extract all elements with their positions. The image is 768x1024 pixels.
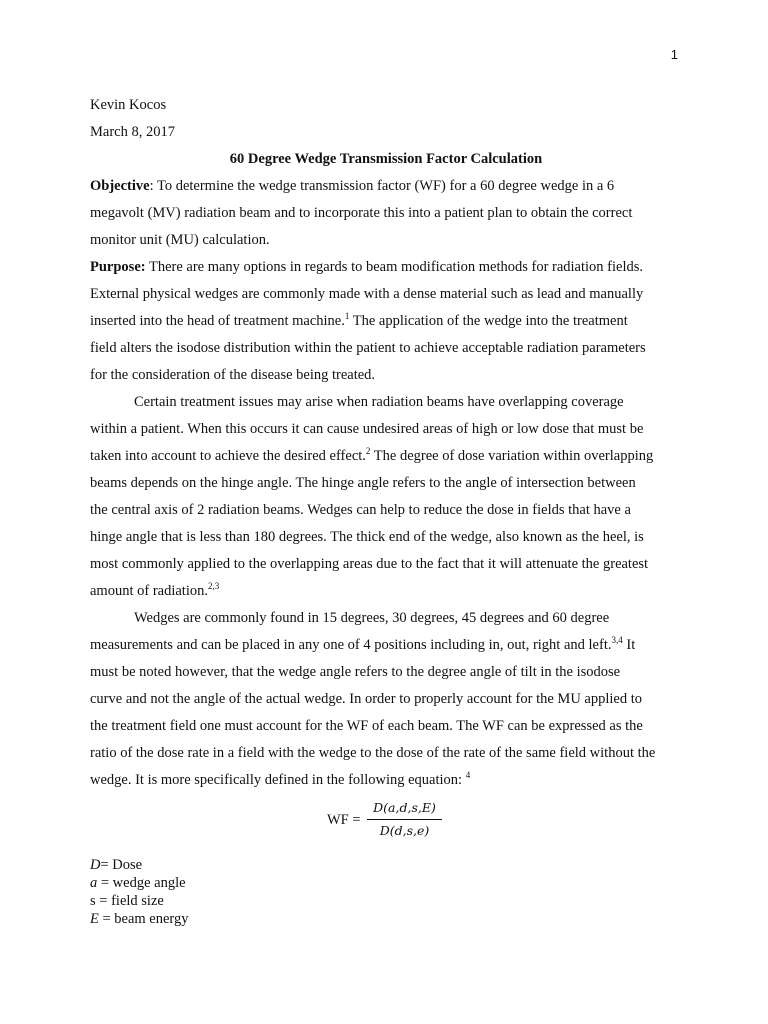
citation-ref: 3,4 xyxy=(611,635,623,645)
objective-paragraph xyxy=(90,173,682,254)
citation-ref: 2 xyxy=(365,446,371,456)
paragraph-line: hinge angle that is less than 180 degrees. The thick end of the wedge, also known as the heel, is xyxy=(90,529,644,545)
objective-text: : To determine the wedge transmission factor (WF) for a 60 degree wedge in a 6 xyxy=(149,178,615,194)
definition-symbol: a xyxy=(90,875,98,891)
citation-ref: 1 xyxy=(344,311,350,321)
purpose-paragraph xyxy=(90,254,682,389)
document-page xyxy=(90,92,682,928)
equation-numerator: D(a,d,s,E) xyxy=(373,800,436,815)
equation-lhs: WF = xyxy=(327,812,361,828)
paragraph-line: beams depends on the hinge angle. The hinge angle refers to the angle of intersection between xyxy=(90,475,636,491)
definition-text: = field size xyxy=(95,893,164,909)
definition-text: = Dose xyxy=(100,857,143,873)
objective-line: monitor unit (MU) calculation. xyxy=(90,232,270,248)
body-paragraph xyxy=(90,389,682,605)
purpose-line: for the consideration of the disease being treated. xyxy=(90,367,376,383)
definition-item xyxy=(90,910,682,928)
definition-item xyxy=(90,892,682,910)
paragraph-text: taken into account to achieve the desired effect. xyxy=(90,448,366,464)
variable-definitions xyxy=(90,856,682,928)
wf-equation xyxy=(90,798,682,844)
purpose-text: inserted into the head of treatment machine. xyxy=(90,313,345,329)
paragraph-text: amount of radiation. xyxy=(90,583,208,599)
objective-label: Objective xyxy=(90,178,150,194)
paragraph-line: most commonly applied to the overlapping areas due to the fact that it will attenuate the greatest xyxy=(90,556,649,572)
purpose-label: Purpose: xyxy=(90,259,146,275)
date: March 8, 2017 xyxy=(90,124,175,140)
equation-fraction xyxy=(367,798,442,841)
paragraph-line: Wedges are commonly found in 15 degrees, 30 degrees, 45 degrees and 60 degree xyxy=(134,610,610,626)
definition-text: = wedge angle xyxy=(97,875,186,891)
paragraph-line: ratio of the dose rate in a field with the wedge to the dose of the rate of the same field without the xyxy=(90,745,656,761)
paragraph-line: within a patient. When this occurs it can cause undesired areas of high or low dose that must be xyxy=(90,421,644,437)
definition-symbol: D xyxy=(90,857,101,873)
objective-line: megavolt (MV) radiation beam and to incorporate this into a patient plan to obtain the correct xyxy=(90,205,633,221)
paragraph-line: Certain treatment issues may arise when radiation beams have overlapping coverage xyxy=(134,394,624,410)
page-number: 1 xyxy=(670,47,678,62)
paragraph-line: the central axis of 2 radiation beams. Wedges can help to reduce the dose in fields that have a xyxy=(90,502,631,518)
definition-item xyxy=(90,856,682,874)
definition-text: = beam energy xyxy=(98,911,189,927)
purpose-text: The application of the wedge into the treatment xyxy=(349,313,628,329)
paragraph-line: curve and not the angle of the actual wedge. In order to properly account for the MU applied to xyxy=(90,691,643,707)
definition-symbol: E xyxy=(90,911,99,927)
document-title: 60 Degree Wedge Transmission Factor Calculation xyxy=(229,151,543,167)
purpose-line: field alters the isodose distribution within the patient to achieve acceptable radiation parameters xyxy=(90,340,646,356)
paragraph-line: the treatment field one must account for the WF of each beam. The WF can be expressed as the xyxy=(90,718,643,734)
paragraph-text: measurements and can be placed in any one of 4 positions including in, out, right and left. xyxy=(90,637,612,653)
paragraph-text: wedge. It is more specifically defined in the following equation: xyxy=(90,772,466,788)
paragraph-line: must be noted however, that the wedge angle refers to the degree angle of tilt in the isodose xyxy=(90,664,621,680)
fraction-bar xyxy=(367,819,442,820)
definition-item xyxy=(90,874,682,892)
purpose-line: External physical wedges are commonly made with a dense material such as lead and manually xyxy=(90,286,644,302)
citation-ref: 4 xyxy=(465,770,471,780)
paragraph-text: It xyxy=(622,637,636,653)
definition-symbol: s xyxy=(90,893,96,909)
paragraph-text: The degree of dose variation within overlapping xyxy=(370,448,654,464)
equation-denominator: D(d,s,e) xyxy=(379,823,430,838)
purpose-text: There are many options in regards to beam modification methods for radiation fields. xyxy=(145,259,644,275)
author: Kevin Kocos xyxy=(90,97,167,113)
body-paragraph xyxy=(90,605,682,794)
citation-ref: 2,3 xyxy=(207,581,220,591)
